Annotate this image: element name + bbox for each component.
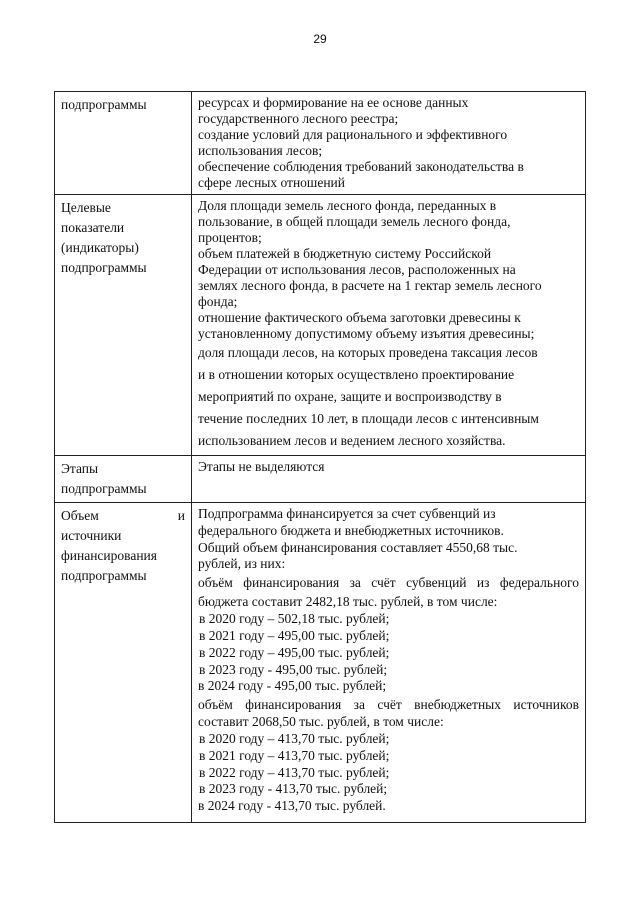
- row-label: [55, 92, 192, 195]
- row-label: [55, 195, 192, 456]
- content-line: объем платежей в бюджетную систему Российской: [198, 246, 492, 261]
- content-line: бюджета составит 2482,18 тыс. рублей, в том числе:: [198, 594, 498, 610]
- label-line: финансирования: [61, 548, 157, 563]
- content-line: объём финансирования за счёт субвенций из федерального: [198, 575, 579, 591]
- label-line: подпрограммы: [61, 568, 147, 583]
- content-line: в 2022 году – 495,00 тыс. рублей;: [199, 644, 390, 660]
- content-line: использованием лесов и ведением лесного хозяйства.: [198, 433, 506, 448]
- page-number: 29: [313, 32, 327, 46]
- content-line: установленному допустимому объему изъятия древесины;: [198, 326, 535, 341]
- label-line: показатели: [61, 220, 125, 235]
- content-line: федерального бюджета и внебюджетных источников.: [198, 522, 504, 538]
- content-line: составит 2068,50 тыс. рублей, в том числе:: [198, 714, 444, 730]
- row-content: [192, 195, 586, 456]
- content-line: объём финансирования за счёт внебюджетных источников: [198, 697, 579, 713]
- content-line: отношение фактического объема заготовки древесины к: [198, 310, 521, 325]
- table-row-stages: [55, 456, 586, 503]
- label-line: Объем и: [61, 508, 185, 523]
- label-line: подпрограммы: [61, 260, 147, 275]
- content-line: в 2021 году – 495,00 тыс. рублей;: [199, 627, 390, 643]
- content-line: пользование, в общей площади земель лесного фонда,: [198, 214, 511, 229]
- table-row-financing: [55, 503, 586, 823]
- label-line: источники: [61, 528, 122, 543]
- content-line: ресурсах и формирование на ее основе данных: [198, 95, 469, 110]
- row-content: [192, 456, 586, 503]
- label-line: (индикаторы): [61, 240, 139, 255]
- content-line: и в отношении которых осуществлено проектирование: [198, 367, 515, 382]
- row-label: [55, 503, 192, 823]
- content-line: Доля площади земель лесного фонда, переданных в: [198, 198, 497, 213]
- table-row-indicators: [55, 195, 586, 456]
- content-line: обеспечение соблюдения требований законодательства в: [198, 159, 524, 174]
- content-line: в 2021 году – 413,70 тыс. рублей;: [199, 747, 390, 763]
- label-line: подпрограммы: [61, 97, 147, 112]
- content-line: мероприятий по охране, защите и воспроизводству в: [198, 389, 502, 404]
- content-line: в 2024 году - 413,70 тыс. рублей.: [198, 798, 386, 814]
- content-line: в 2022 году – 413,70 тыс. рублей;: [199, 764, 390, 780]
- content-line: землях лесного фонда, в расчете на 1 гектар земель лесного: [198, 278, 542, 293]
- content-line: использования лесов;: [198, 143, 323, 158]
- table-row-tasks: [55, 92, 586, 195]
- label-line: подпрограммы: [61, 481, 147, 496]
- content-line: в 2020 году – 413,70 тыс. рублей;: [199, 730, 390, 746]
- passport-table: [54, 91, 586, 823]
- content-line: Общий объем финансирования составляет 4550,68 тыс.: [198, 539, 518, 555]
- row-content: [192, 503, 586, 823]
- content-line: фонда;: [198, 294, 238, 309]
- content-line: течение последних 10 лет, в площади лесов с интенсивным: [198, 411, 539, 426]
- content-line: создание условий для рационального и эффективного: [198, 127, 508, 142]
- label-line: Целевые: [61, 200, 111, 215]
- content-line: в 2023 году - 413,70 тыс. рублей;: [199, 781, 388, 797]
- content-line: Федерации от использования лесов, расположенных на: [198, 262, 516, 277]
- content-line: Подпрограмма финансируется за счет субвенций из: [198, 506, 496, 521]
- content-line: государственного лесного реестра;: [198, 111, 399, 126]
- content-line: Этапы не выделяются: [198, 459, 325, 474]
- content-line: сфере лесных отношений: [198, 175, 345, 190]
- content-line: в 2023 году - 495,00 тыс. рублей;: [199, 661, 388, 677]
- content-line: в 2024 году - 495,00 тыс. рублей;: [198, 678, 387, 694]
- content-line: процентов;: [198, 230, 262, 245]
- content-line: в 2020 году – 502,18 тыс. рублей;: [199, 611, 390, 627]
- content-line: рублей, из них:: [198, 556, 286, 572]
- row-label: [55, 456, 192, 503]
- content-line: доля площади лесов, на которых проведена таксация лесов: [198, 345, 538, 360]
- label-line: Этапы: [61, 461, 99, 476]
- row-content: [192, 92, 586, 195]
